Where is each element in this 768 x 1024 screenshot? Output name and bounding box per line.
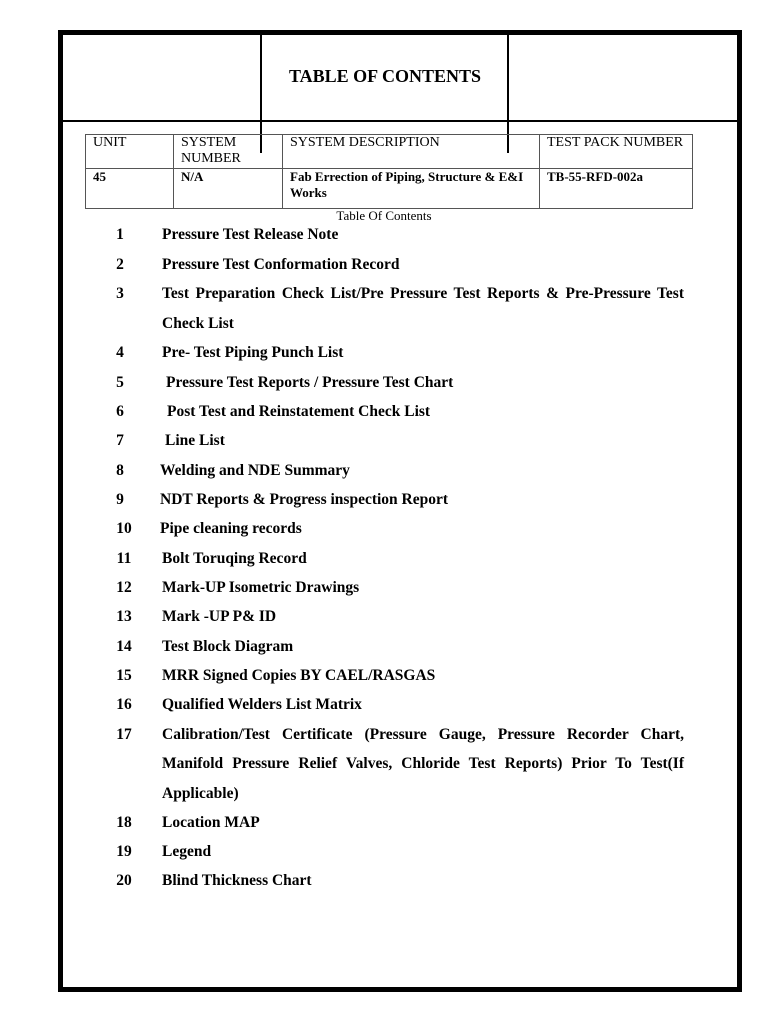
toc-item-number: 15: [116, 667, 132, 684]
toc-item-number: 16: [116, 696, 132, 713]
toc-item-number: 9: [116, 491, 124, 508]
toc-item-title: Blind Thickness Chart: [162, 872, 312, 889]
toc-item-title: Legend: [162, 843, 212, 860]
toc-item-number: 11: [116, 549, 132, 567]
toc-item-number: 17: [116, 725, 132, 743]
cell-unit: 45: [86, 169, 174, 209]
toc-item-number: 19: [116, 843, 132, 860]
toc-item-title: Calibration/Test Certificate (Pressure Gauge, Pressure Recorder Chart, Manifold Pressure Relief Valves, Chloride Test Reports) Prior To Test(If Applicable): [162, 725, 684, 802]
info-table-data-row: [86, 169, 693, 209]
toc-item-title: Pipe cleaning records: [160, 520, 302, 537]
toc-item-number: 7: [116, 432, 124, 449]
cell-test-pack-number: TB-55-RFD-002a: [540, 169, 693, 209]
toc-item-number: 18: [116, 814, 132, 831]
toc-item-title: Post Test and Reinstatement Check List: [167, 403, 431, 420]
header-system-number: SYSTEM NUMBER: [174, 135, 283, 169]
toc-item-title: Pressure Test Release Note: [162, 226, 339, 243]
header-unit: UNIT: [86, 135, 174, 169]
toc-item-title: Pressure Test Reports / Pressure Test Chart: [166, 373, 454, 391]
toc-item-number: 1: [116, 226, 124, 243]
toc-item-number: 2: [116, 255, 124, 273]
toc-item-number: 4: [116, 344, 124, 361]
test-pack-info-table: [85, 134, 693, 209]
toc-item-title: Qualified Welders List Matrix: [162, 696, 362, 713]
toc-item-title: Mark-UP Isometric Drawings: [162, 579, 360, 596]
cell-system-description: Fab Errection of Piping, Structure & E&I Works: [283, 169, 540, 209]
document-title: TABLE OF CONTENTS: [288, 66, 482, 86]
toc-item-number: 8: [116, 461, 124, 479]
header-test-pack-number: TEST PACK NUMBER: [540, 135, 693, 169]
toc-item-title: Welding and NDE Summary: [160, 461, 350, 479]
toc-caption: Table Of Contents: [336, 208, 432, 223]
toc-item-title: Pre- Test Piping Punch List: [162, 344, 344, 361]
toc-item-number: 6: [116, 403, 124, 420]
toc-item-number: 10: [116, 520, 132, 537]
toc-item-title: Pressure Test Conformation Record: [162, 255, 400, 273]
toc-item-title: NDT Reports & Progress inspection Report: [160, 491, 449, 508]
toc-item-title: MRR Signed Copies BY CAEL/RASGAS: [162, 667, 436, 684]
toc-item-number: 5: [116, 373, 124, 391]
toc-item-title: Test Preparation Check List/Pre Pressure Test Reports & Pre-Pressure Test Check List: [162, 285, 684, 332]
header-bottom-rule: [63, 120, 737, 122]
info-table-header-row: [86, 135, 693, 169]
toc-item-number: 3: [116, 285, 124, 302]
cell-system-number: N/A: [174, 169, 283, 209]
toc-item-number: 20: [116, 872, 132, 889]
toc-item-title: Mark -UP P& ID: [162, 608, 277, 625]
toc-item-title: Test Block Diagram: [162, 637, 294, 655]
toc-item-title: Line List: [165, 432, 225, 449]
header-system-description: SYSTEM DESCRIPTION: [283, 135, 540, 169]
toc-item-number: 12: [116, 579, 132, 596]
toc-item-title: Bolt Toruqing Record: [162, 549, 307, 567]
toc-item-number: 14: [116, 637, 132, 655]
toc-item-number: 13: [116, 608, 132, 625]
toc-item-title: Location MAP: [162, 814, 260, 831]
